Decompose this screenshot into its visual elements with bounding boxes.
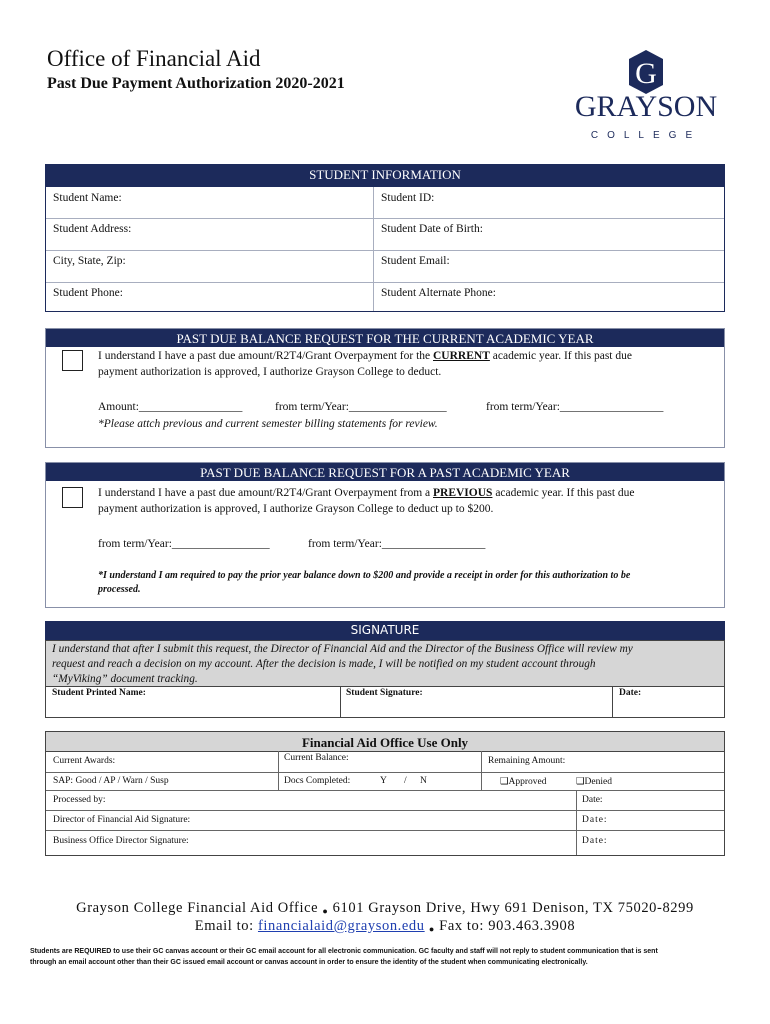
- past-from-term-year-field-1[interactable]: from term/Year:_________________: [98, 538, 270, 550]
- student-information-heading: STUDENT INFORMATION: [46, 165, 724, 187]
- student-information-section: [45, 164, 725, 312]
- signature-statement-box: [45, 640, 725, 687]
- docs-separator: /: [404, 776, 407, 786]
- docs-completed-label: Docs Completed:: [284, 776, 351, 786]
- current-year-statement: I understand I have a past due amount/R2T4/Grant Overpayment for the CURRENT academic year. If this past due payment authorization is approved, I authorize Grayson College to deduct.: [98, 350, 632, 378]
- billing-statement-note: *Please attch previous and current semester billing statements for review.: [98, 418, 438, 430]
- processed-date-field[interactable]: Date:: [582, 795, 603, 805]
- signature-statement-line-2: request and reach a decision on my account. After the decision is made, I will be notified on my student account through: [52, 658, 596, 670]
- student-signature-field[interactable]: Student Signature:: [346, 688, 423, 698]
- signature-heading: SIGNATURE: [45, 621, 725, 640]
- page-title: Office of Financial Aid: [47, 46, 261, 71]
- footer-contact-line: [0, 918, 770, 935]
- signature-statement-line-3: “MyViking” document tracking.: [52, 673, 198, 685]
- docs-yes-option[interactable]: Y: [380, 776, 387, 786]
- svg-text:GRAYSON: GRAYSON: [574, 90, 718, 123]
- office-use-heading: Financial Aid Office Use Only: [301, 735, 469, 750]
- svg-text:COLLEGE: COLLEGE: [590, 130, 702, 141]
- page-subtitle: Past Due Payment Authorization 2020-2021: [47, 75, 345, 92]
- signature-statement-line-1: I understand that after I submit this request, the Director of Financial Aid and the Director of the Business Office will review my: [52, 643, 633, 655]
- past-year-request-section: [45, 462, 725, 608]
- student-email-field[interactable]: Student Email:: [381, 255, 450, 267]
- current-year-heading: PAST DUE BALANCE REQUEST FOR THE CURRENT ACADEMIC YEAR: [46, 329, 724, 347]
- grayson-college-logo: [573, 49, 719, 143]
- director-fa-date-field[interactable]: Date:: [582, 815, 608, 825]
- bullet-icon: ●: [428, 924, 435, 934]
- denied-checkbox[interactable]: ❑Denied: [576, 777, 612, 787]
- amount-field[interactable]: Amount:__________________: [98, 401, 243, 413]
- director-fa-signature-field[interactable]: Director of Financial Aid Signature:: [53, 815, 191, 825]
- current-awards-field[interactable]: Current Awards:: [53, 756, 116, 766]
- footer-address-line: [0, 900, 770, 917]
- current-year-request-section: [45, 328, 725, 448]
- business-director-signature-field[interactable]: Business Office Director Signature:: [53, 836, 189, 846]
- email-link[interactable]: financialaid@grayson.edu: [257, 918, 425, 934]
- student-name-field[interactable]: Student Name:: [53, 192, 122, 204]
- student-id-field[interactable]: Student ID:: [381, 192, 435, 204]
- prior-year-balance-note: *I understand I am required to pay the prior year balance down to $200 and provide a receipt in order for this authorization to be processed.: [98, 570, 631, 595]
- business-director-date-field[interactable]: Date:: [582, 836, 608, 846]
- student-phone-field[interactable]: Student Phone:: [53, 287, 123, 299]
- from-term-year-field-2[interactable]: from term/Year:__________________: [486, 401, 664, 413]
- student-printed-name-field[interactable]: Student Printed Name:: [52, 688, 146, 698]
- footer-office-name: Grayson College Financial Aid Office: [76, 900, 319, 916]
- past-from-term-year-field-2[interactable]: from term/Year:__________________: [308, 538, 486, 550]
- remaining-amount-field[interactable]: Remaining Amount:: [488, 756, 566, 766]
- signature-date-field[interactable]: Date:: [619, 688, 642, 698]
- past-year-heading: PAST DUE BALANCE REQUEST FOR A PAST ACADEMIC YEAR: [46, 463, 724, 481]
- docs-no-option[interactable]: N: [420, 776, 427, 786]
- footer-address: 6101 Grayson Drive, Hwy 691 Denison, TX 75020-8299: [332, 900, 694, 916]
- current-balance-field[interactable]: Current Balance:: [284, 753, 349, 763]
- processed-by-field[interactable]: Processed by:: [53, 795, 106, 805]
- office-use-section: [45, 731, 725, 856]
- fax-number: Fax to: 903.463.3908: [439, 918, 576, 934]
- office-use-heading-bar: [46, 732, 724, 752]
- past-year-checkbox[interactable]: [62, 487, 83, 508]
- current-year-checkbox[interactable]: [62, 350, 83, 371]
- sap-status-field[interactable]: SAP: Good / AP / Warn / Susp: [53, 776, 169, 786]
- footer-notice: Students are REQUIRED to use their GC canvas account or their GC email account for all electronic communication. GC faculty and staff will not reply to student communication that is sent through an email account other than their GC issued email account or canvas account in order to ensure the identity of the student when communicating electronically.: [30, 948, 658, 966]
- student-address-field[interactable]: Student Address:: [53, 223, 132, 235]
- approved-checkbox[interactable]: ❑Approved: [500, 777, 547, 787]
- svg-text:G: G: [635, 57, 657, 90]
- email-label: Email to:: [194, 918, 254, 934]
- signature-fields-row: [45, 686, 725, 718]
- past-year-statement: I understand I have a past due amount/R2T4/Grant Overpayment from a PREVIOUS academic year. If this past due payment authorization is approved, I authorize Grayson College to deduct up to $200.: [98, 487, 635, 515]
- student-dob-field[interactable]: Student Date of Birth:: [381, 223, 483, 235]
- student-alternate-phone-field[interactable]: Student Alternate Phone:: [381, 287, 496, 299]
- bullet-icon: ●: [322, 906, 329, 916]
- signature-section: [45, 621, 725, 718]
- city-state-zip-field[interactable]: City, State, Zip:: [53, 255, 126, 267]
- from-term-year-field-1[interactable]: from term/Year:_________________: [275, 401, 447, 413]
